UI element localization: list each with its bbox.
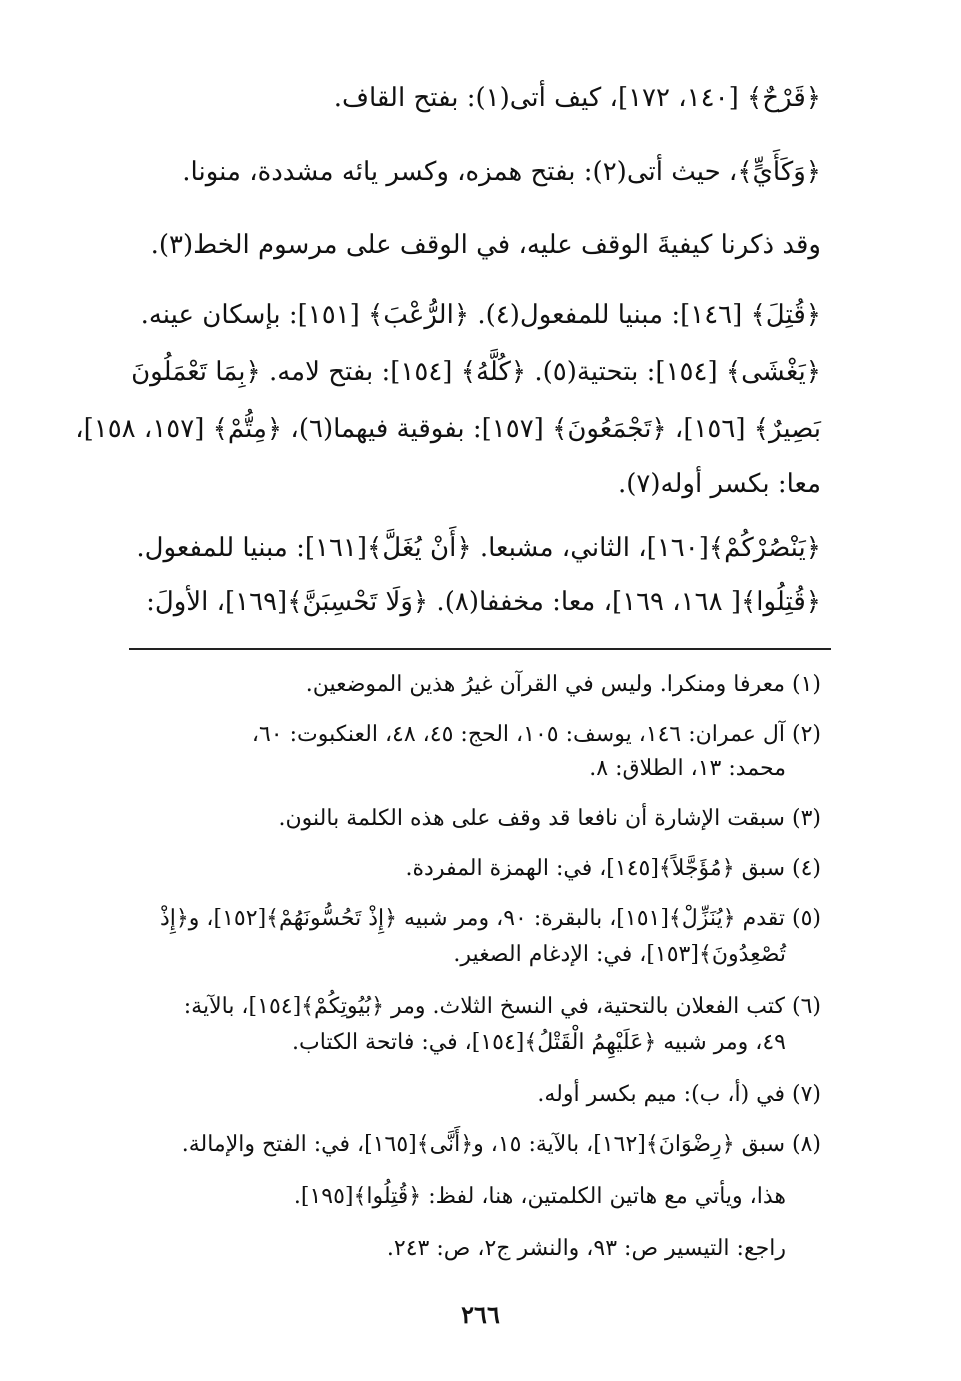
footnote-8-cont-2: راجع: التيسير ص: ٩٣، والنشر ج٢، ص: ٢٤٣. bbox=[386, 1236, 786, 1261]
main-line-4: ﴿قُتِلَ﴾ [١٤٦]: مبنيا للمفعول(٤). ﴿الرُّعْبَ﴾ [١٥١]: بإسكان عينه. bbox=[140, 300, 821, 330]
main-line-8: ﴿يَنْصُرْكُمْ﴾[١٦٠]، الثاني، مشبعا. ﴿أَنْ يُغَلَّ﴾[١٦١]: مبنيا للمفعول. bbox=[136, 533, 821, 563]
main-line-7: معا: بكسر أوله(٧). bbox=[618, 469, 821, 499]
footnote-8: (٨) سبق ﴿رِضْوَانَ﴾[١٦٢]، بالآية: ١٥، و﴿أَنَّى﴾[١٦٥]، في: الفتح والإمالة. bbox=[181, 1132, 821, 1157]
footnote-2: (٢) آل عمران: ١٤٦، يوسف: ١٠٥، الحج: ٤٥، ٤٨، العنكبوت: ٦٠، bbox=[251, 722, 821, 747]
footnote-6: (٦) كتب الفعلان بالتحتية، في النسخ الثلاث. ومر ﴿بُيُوتِكُمْ﴾[١٥٤]، بالآية: bbox=[183, 994, 821, 1019]
footnote-8-cont-1: هذا، ويأتي مع هاتين الكلمتين، هنا، لفظ: ﴿قُتِلُوا﴾[١٩٥]. bbox=[293, 1184, 786, 1209]
footnote-5-cont: تُصْعِدُونَ﴾[١٥٣]، في: الإدغام الصغير. bbox=[453, 942, 786, 967]
main-line-6: بَصِيرٌ﴾ [١٥٦]، ﴿تَجْمَعُونَ﴾ [١٥٧]: بفوقية فيهما(٦)، ﴿مِتُّمْ﴾ [١٥٧، ١٥٨]، bbox=[75, 414, 821, 444]
footnote-2-cont: محمد: ١٣، الطلاق: ٨. bbox=[589, 756, 786, 781]
main-line-2: ﴿وَكَأَيٍّ﴾، حيث أتى(٢): بفتح همزه، وكسر يائه مشددة، منونا. bbox=[182, 157, 821, 187]
main-line-3: وقد ذكرنا كيفيةَ الوقف عليه، في الوقف على مرسوم الخط(٣). bbox=[150, 230, 821, 260]
footnote-3: (٣) سبقت الإشارة أن نافعا قد وقف على هذه الكلمة بالنون. bbox=[278, 806, 821, 831]
footnote-separator bbox=[129, 648, 831, 650]
main-line-9: ﴿قُتِلُوا﴾[ ١٦٨، ١٦٩]، معا: مخففا(٨). ﴿وَلَا تَحْسِبَنَّ﴾[١٦٩]، الأولَ: bbox=[146, 587, 821, 617]
footnote-5: (٥) تقدم ﴿يُنَزِّلْ﴾[١٥١]، بالبقرة: ٩٠، ومر شبيه ﴿إِذْ تَحُسُّونَهُمْ﴾[١٥٢]، و﴿إِذْ bbox=[160, 906, 821, 931]
page-number: ٢٦٦ bbox=[461, 1300, 500, 1329]
main-line-5: ﴿يَغْشَى﴾ [١٥٤]: بتحتية(٥). ﴿كُلَّهُ﴾ [١٥٤]: بفتح لامه. ﴿بِمَا تَعْمَلُونَ bbox=[131, 357, 821, 387]
main-line-1: ﴿قَرْحٌ﴾ [١٤٠، ١٧٢]، كيف أتى(١): بفتح القاف. bbox=[333, 83, 821, 113]
footnote-6-cont: ٤٩، ومر شبيه ﴿عَلَيْهِمُ الْقَتْلُ﴾[١٥٤]، في: فاتحة الكتاب. bbox=[292, 1030, 786, 1055]
footnote-4: (٤) سبق ﴿مُؤَجَّلاً﴾[١٤٥]، في: الهمزة المفردة. bbox=[405, 856, 821, 881]
footnote-7: (٧) في (أ، ب): ميم بكسر أوله. bbox=[537, 1082, 821, 1107]
footnote-1: (١) معرفا ومنكرا. وليس في القرآن غيرُ هذين الموضعين. bbox=[305, 672, 821, 697]
